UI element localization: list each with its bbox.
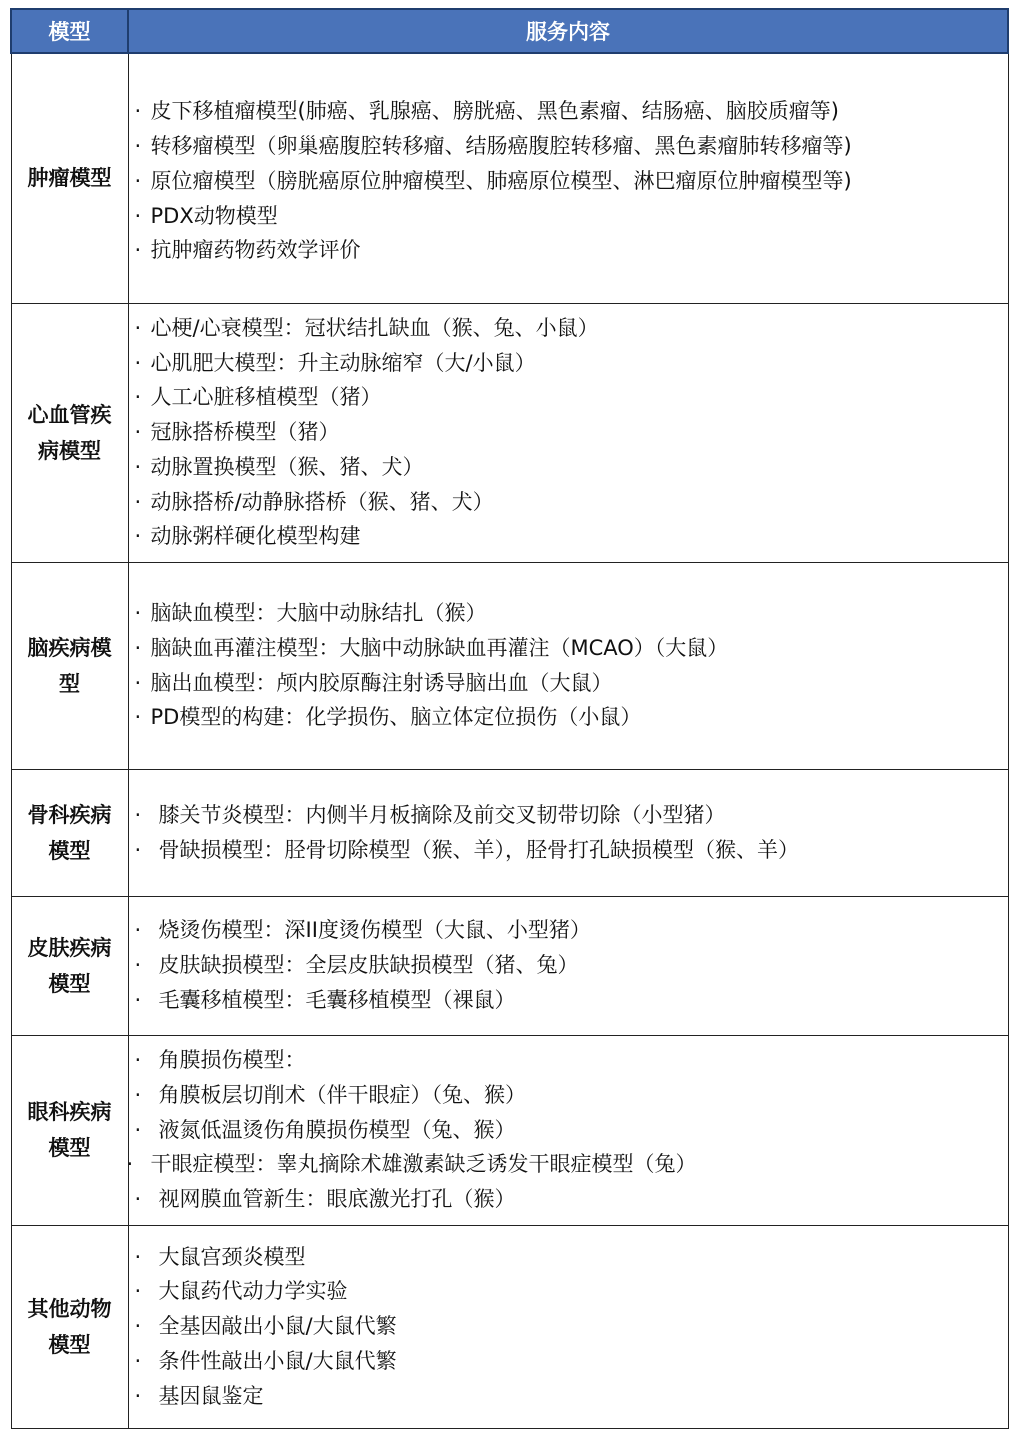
header-model: 模型: [11, 9, 128, 53]
item-text: 脑出血模型：颅内胶原酶注射诱导脑出血（大鼠）: [150, 670, 613, 695]
content-cell: [128, 562, 1008, 769]
table-row: [11, 53, 1008, 303]
item-text: 动脉搭桥/动静脉搭桥（猴、猪、犬）: [150, 489, 494, 514]
list-item: [135, 1043, 1008, 1078]
bullet: ·: [134, 1187, 142, 1212]
list-item: [135, 311, 1008, 346]
table-row: [11, 562, 1008, 769]
item-text: 人工心脏移植模型（猪）: [150, 385, 382, 410]
model-name: 皮肤疾病模型: [27, 935, 112, 996]
table-row: [11, 896, 1008, 1035]
item-list: [135, 1240, 1008, 1414]
bullet: ·: [134, 454, 142, 479]
item-text: 膝关节炎模型：内侧半月板摘除及前交叉韧带切除（小型猪）: [158, 802, 726, 827]
list-item: [135, 199, 1008, 234]
list-item: [135, 1309, 1008, 1344]
bullet: ·: [134, 987, 142, 1012]
list-item: [135, 233, 1008, 268]
item-text: 转移瘤模型（卵巢癌腹腔转移瘤、结肠癌腹腔转移瘤、黑色素瘤肺转移瘤等): [150, 134, 852, 159]
item-list: [135, 88, 1008, 268]
model-cell: [11, 1035, 128, 1225]
list-item: [135, 1379, 1008, 1414]
list-item: [135, 129, 1008, 164]
service-table: [10, 8, 1009, 1429]
bullet: ·: [134, 600, 142, 625]
item-text: 烧烫伤模型：深II度烫伤模型（大鼠、小型猪）: [158, 918, 591, 943]
item-text: 冠脉搭桥模型（猪）: [150, 420, 340, 445]
item-text: 条件性敲出小鼠/大鼠代繁: [158, 1348, 397, 1373]
list-item: [135, 450, 1008, 485]
item-text: 心梗/心衰模型：冠状结扎缺血（猴、兔、小鼠）: [150, 315, 599, 340]
list-item: [135, 798, 1008, 833]
list-item: [135, 983, 1008, 1018]
list-item: [135, 94, 1008, 129]
bullet: ·: [134, 1244, 142, 1269]
bullet: ·: [134, 1048, 142, 1072]
item-text: PDX动物模型: [150, 203, 278, 228]
list-item: [135, 666, 1008, 701]
bullet: ·: [134, 350, 142, 375]
model-name: 脑疾病模型: [27, 635, 112, 696]
model-cell: [11, 562, 128, 769]
bullet: ·: [134, 99, 142, 124]
list-item: [135, 1240, 1008, 1275]
bullet: ·: [134, 802, 142, 827]
list-item: [135, 833, 1008, 868]
bullet: ·: [134, 524, 142, 549]
bullet: ·: [134, 1383, 142, 1408]
item-text: 大鼠药代动力学实验: [158, 1279, 348, 1304]
bullet: ·: [134, 1082, 142, 1107]
bullet: ·: [134, 1314, 142, 1339]
item-list: [135, 596, 1008, 735]
bullet: ·: [134, 670, 142, 695]
bullet: ·: [134, 238, 142, 263]
item-text: 心肌肥大模型：升主动脉缩窄（大/小鼠）: [150, 350, 536, 375]
item-text: PD模型的构建：化学损伤、脑立体定位损伤（小鼠）: [150, 705, 642, 730]
bullet: ·: [134, 168, 142, 193]
item-text: 液氮低温烫伤角膜损伤模型（兔、猴）: [158, 1117, 516, 1142]
item-text: 原位瘤模型（膀胱癌原位肿瘤模型、肺癌原位模型、淋巴瘤原位肿瘤模型等): [150, 168, 852, 193]
list-item: [135, 519, 1008, 554]
bullet: ·: [134, 489, 142, 514]
list-item: [135, 346, 1008, 381]
item-list: [135, 311, 1008, 555]
item-text: 骨缺损模型：胫骨切除模型（猴、羊），胫骨打孔缺损模型（猴、羊）: [158, 837, 799, 862]
list-item: [135, 913, 1008, 948]
item-text: 基因鼠鉴定: [158, 1383, 264, 1408]
model-cell: [11, 53, 128, 303]
list-item: [135, 1078, 1008, 1113]
item-text: 皮肤缺损模型：全层皮肤缺损模型（猪、兔）: [158, 953, 579, 978]
item-text: 脑缺血模型：大脑中动脉结扎（猴）: [150, 600, 487, 625]
content-cell: [128, 769, 1008, 896]
bullet: ·: [134, 953, 142, 978]
item-text: 毛囊移植模型：毛囊移植模型（裸鼠）: [158, 987, 516, 1012]
model-name: 心血管疾病模型: [27, 402, 112, 463]
list-item: [135, 1274, 1008, 1309]
table-row: [11, 303, 1008, 562]
model-cell: [11, 769, 128, 896]
bullet: ·: [134, 315, 142, 340]
model-name: 眼科疾病模型: [27, 1100, 112, 1160]
content-cell: [128, 896, 1008, 1035]
bullet: ·: [134, 1348, 142, 1373]
list-item: [135, 596, 1008, 631]
item-text: 全基因敲出小鼠/大鼠代繁: [158, 1314, 397, 1339]
list-item: [135, 164, 1008, 199]
list-item: [135, 700, 1008, 735]
bullet: ·: [134, 1117, 142, 1142]
bullet: ·: [134, 203, 142, 228]
list-item: [135, 415, 1008, 450]
bullet: ·: [134, 385, 142, 410]
bullet: ·: [134, 1279, 142, 1304]
bullet: ·: [134, 134, 142, 159]
item-text: 皮下移植瘤模型(肺癌、乳腺癌、膀胱癌、黑色素瘤、结肠癌、脑胶质瘤等): [150, 99, 839, 124]
list-item: [135, 631, 1008, 666]
content-cell: [128, 53, 1008, 303]
item-text: 干眼症模型：睾丸摘除术雄激素缺乏诱发干眼症模型（兔）: [150, 1152, 697, 1177]
list-item: [135, 1344, 1008, 1379]
table-row: [11, 769, 1008, 896]
model-cell: [11, 1225, 128, 1428]
item-text: 大鼠宫颈炎模型: [158, 1244, 306, 1269]
bullet: ·: [134, 420, 142, 445]
list-item: [135, 948, 1008, 983]
content-cell: [128, 1225, 1008, 1428]
item-text: 视网膜血管新生：眼底激光打孔（猴）: [158, 1187, 516, 1212]
list-item: [127, 1147, 1008, 1182]
item-text: 抗肿瘤药物药效学评价: [150, 238, 361, 263]
content-cell: [128, 303, 1008, 562]
header-content: 服务内容: [128, 9, 1008, 53]
item-text: 动脉置换模型（猴、猪、犬）: [150, 454, 424, 479]
list-item: [135, 485, 1008, 520]
model-name: 其他动物模型: [27, 1296, 112, 1357]
item-text: 角膜板层切削术（伴干眼症）（兔、猴）: [158, 1082, 526, 1107]
bullet: ·: [134, 837, 142, 862]
item-text: 脑缺血再灌注模型：大脑中动脉缺血再灌注（MCAO）（大鼠）: [150, 635, 729, 660]
list-item: [135, 1182, 1008, 1217]
item-list: [126, 1043, 1008, 1217]
table-row: [11, 1225, 1008, 1428]
bullet: ·: [126, 1152, 134, 1177]
model-name: 骨科疾病模型: [27, 802, 112, 863]
bullet: ·: [134, 705, 142, 730]
model-cell: [11, 896, 128, 1035]
item-list: [135, 913, 1008, 1017]
item-text: 角膜损伤模型：: [158, 1048, 306, 1072]
bullet: ·: [134, 635, 142, 660]
table-row: [11, 1035, 1008, 1225]
model-cell: [11, 303, 128, 562]
header-row: [11, 9, 1008, 53]
list-item: [135, 1113, 1008, 1148]
item-text: 动脉粥样硬化模型构建: [150, 524, 361, 549]
content-cell: [128, 1035, 1008, 1225]
bullet: ·: [134, 918, 142, 943]
list-item: [135, 380, 1008, 415]
item-list: [135, 798, 1008, 868]
model-name: 肿瘤模型: [27, 166, 112, 191]
